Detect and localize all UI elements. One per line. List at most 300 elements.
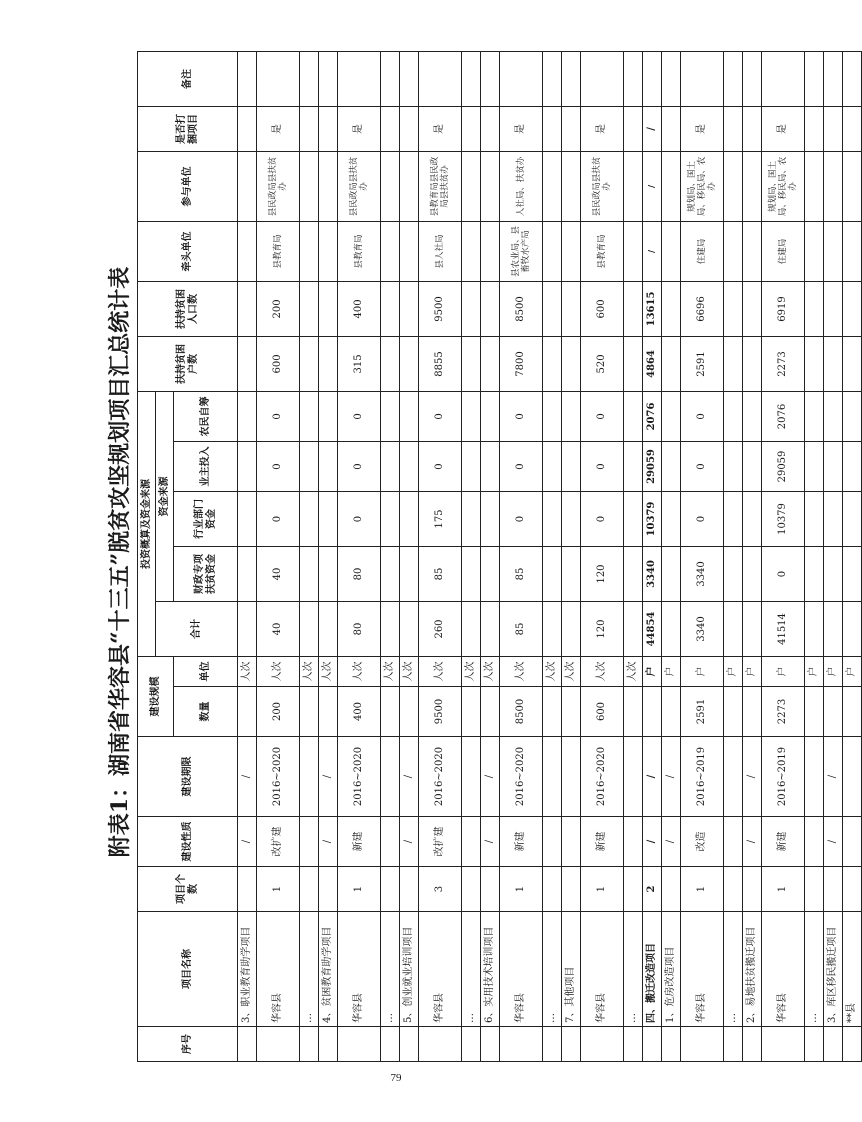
table-row: [300, 51, 319, 1061]
cell-fiscal: [481, 547, 500, 602]
cell-nature: 改造: [681, 817, 724, 867]
cell-fiscal: 0: [762, 547, 805, 602]
cell-population: [805, 281, 824, 336]
cell-partner: [562, 151, 581, 221]
header-investment: 投资概算及资金来源: [138, 391, 156, 656]
cell-fiscal: 3340: [643, 547, 662, 602]
cell-total: [824, 602, 843, 657]
cell-households: [562, 336, 581, 391]
cell-lead: [400, 221, 419, 281]
cell-bundled: [300, 106, 319, 151]
cell-farmer: [805, 391, 824, 441]
cell-owner: [562, 442, 581, 492]
cell-farmer: [400, 391, 419, 441]
cell-nature: [462, 817, 481, 867]
cell-total: [743, 602, 762, 657]
header-fiscal: 财政专项扶贫资金: [174, 547, 238, 602]
cell-fiscal: [400, 547, 419, 602]
cell-seq: [662, 1027, 681, 1062]
cell-farmer: 0: [419, 391, 462, 441]
cell-project-name: **县: [843, 912, 862, 1027]
table-body: [238, 51, 862, 1061]
header-partner: 参与单位: [138, 151, 238, 221]
cell-total: [843, 602, 862, 657]
cell-owner: [481, 442, 500, 492]
cell-bundled: [824, 106, 843, 151]
cell-population: [662, 281, 681, 336]
cell-count: [481, 867, 500, 912]
table-row: [481, 51, 500, 1061]
cell-qty: [462, 687, 481, 737]
cell-industry: 10379: [762, 492, 805, 547]
cell-lead: [543, 221, 562, 281]
cell-bundled: 是: [681, 106, 724, 151]
cell-fiscal: [843, 547, 862, 602]
cell-unit: 户: [762, 657, 805, 687]
cell-nature: /: [319, 817, 338, 867]
cell-count: 2: [643, 867, 662, 912]
cell-nature: /: [400, 817, 419, 867]
cell-total: [805, 602, 824, 657]
cell-count: 3: [419, 867, 462, 912]
cell-bundled: /: [643, 106, 662, 151]
cell-population: [381, 281, 400, 336]
cell-project-name: 7、其他项目: [562, 912, 581, 1027]
cell-period: /: [238, 737, 257, 817]
cell-count: [238, 867, 257, 912]
table-row: [843, 51, 862, 1061]
cell-period: [300, 737, 319, 817]
cell-owner: 0: [581, 442, 624, 492]
cell-seq: [319, 1027, 338, 1062]
cell-owner: 0: [257, 442, 300, 492]
cell-lead: 县教育局: [257, 221, 300, 281]
cell-unit: 人次: [462, 657, 481, 687]
cell-bundled: [662, 106, 681, 151]
cell-qty: 9500: [419, 687, 462, 737]
cell-period: 2016~2020: [500, 737, 543, 817]
cell-period: 2016~2019: [762, 737, 805, 817]
cell-industry: [400, 492, 419, 547]
cell-project-name: 华容县: [338, 912, 381, 1027]
cell-population: [724, 281, 743, 336]
cell-households: [743, 336, 762, 391]
cell-remark: [500, 51, 543, 106]
cell-qty: [562, 687, 581, 737]
cell-owner: 0: [419, 442, 462, 492]
cell-industry: [481, 492, 500, 547]
cell-households: [381, 336, 400, 391]
page-number: 79: [390, 1072, 402, 1084]
cell-total: [238, 602, 257, 657]
cell-population: [481, 281, 500, 336]
cell-qty: 2273: [762, 687, 805, 737]
cell-population: [624, 281, 643, 336]
cell-unit: 人次: [543, 657, 562, 687]
cell-unit: 户: [724, 657, 743, 687]
cell-period: 2016~2020: [419, 737, 462, 817]
cell-nature: /: [643, 817, 662, 867]
cell-farmer: [724, 391, 743, 441]
table-row: [624, 51, 643, 1061]
cell-period: /: [743, 737, 762, 817]
cell-households: 8855: [419, 336, 462, 391]
header-households: 扶持贫困户数: [138, 336, 238, 391]
cell-unit: 人次: [381, 657, 400, 687]
cell-qty: [662, 687, 681, 737]
cell-remark: [319, 51, 338, 106]
cell-population: 13615: [643, 281, 662, 336]
cell-unit: 户: [643, 657, 662, 687]
cell-households: [824, 336, 843, 391]
cell-industry: [805, 492, 824, 547]
table-row: [681, 51, 724, 1061]
cell-partner: 县民政局县扶贫办: [257, 151, 300, 221]
cell-project-name: 5、创业就业培训项目: [400, 912, 419, 1027]
cell-lead: 县农业局、县畜牧水产局: [500, 221, 543, 281]
cell-population: [400, 281, 419, 336]
table-row: [238, 51, 257, 1061]
cell-qty: [381, 687, 400, 737]
cell-partner: [824, 151, 843, 221]
cell-bundled: 是: [500, 106, 543, 151]
cell-qty: 400: [338, 687, 381, 737]
cell-households: 2273: [762, 336, 805, 391]
cell-remark: [562, 51, 581, 106]
cell-remark: [643, 51, 662, 106]
cell-total: [562, 602, 581, 657]
cell-qty: [824, 687, 843, 737]
table-row: [400, 51, 419, 1061]
cell-partner: [462, 151, 481, 221]
cell-farmer: 0: [338, 391, 381, 441]
cell-households: 600: [257, 336, 300, 391]
cell-count: 1: [338, 867, 381, 912]
cell-farmer: [824, 391, 843, 441]
cell-households: [805, 336, 824, 391]
cell-unit: 户: [681, 657, 724, 687]
cell-households: [624, 336, 643, 391]
cell-fiscal: [805, 547, 824, 602]
cell-seq: [400, 1027, 419, 1062]
cell-count: [400, 867, 419, 912]
cell-count: [624, 867, 643, 912]
cell-qty: [543, 687, 562, 737]
cell-owner: [843, 442, 862, 492]
cell-owner: 29059: [643, 442, 662, 492]
cell-population: [743, 281, 762, 336]
cell-industry: 0: [257, 492, 300, 547]
cell-unit: 户: [843, 657, 862, 687]
cell-bundled: 是: [419, 106, 462, 151]
cell-project-name: …: [624, 912, 643, 1027]
cell-population: [843, 281, 862, 336]
cell-lead: [843, 221, 862, 281]
cell-partner: [805, 151, 824, 221]
cell-count: [805, 867, 824, 912]
cell-project-name: …: [462, 912, 481, 1027]
cell-bundled: 是: [581, 106, 624, 151]
cell-nature: [624, 817, 643, 867]
cell-lead: [624, 221, 643, 281]
header-industry: 行业部门资金: [174, 492, 238, 547]
cell-unit: 人次: [481, 657, 500, 687]
cell-fiscal: 120: [581, 547, 624, 602]
cell-fiscal: [724, 547, 743, 602]
cell-nature: [543, 817, 562, 867]
cell-seq: [805, 1027, 824, 1062]
cell-remark: [805, 51, 824, 106]
cell-owner: [624, 442, 643, 492]
table-row: [543, 51, 562, 1061]
cell-unit: 人次: [624, 657, 643, 687]
table-row: [338, 51, 381, 1061]
cell-bundled: [400, 106, 419, 151]
cell-fiscal: 80: [338, 547, 381, 602]
cell-period: [724, 737, 743, 817]
cell-period: [805, 737, 824, 817]
cell-seq: [500, 1027, 543, 1062]
cell-unit: 人次: [419, 657, 462, 687]
cell-lead: [381, 221, 400, 281]
cell-farmer: [300, 391, 319, 441]
cell-population: [238, 281, 257, 336]
cell-remark: [824, 51, 843, 106]
cell-households: [238, 336, 257, 391]
cell-fiscal: [743, 547, 762, 602]
cell-partner: [481, 151, 500, 221]
cell-population: 200: [257, 281, 300, 336]
cell-seq: [257, 1027, 300, 1062]
cell-bundled: 是: [338, 106, 381, 151]
cell-owner: [824, 442, 843, 492]
cell-owner: [462, 442, 481, 492]
cell-nature: 新建: [338, 817, 381, 867]
cell-bundled: 是: [257, 106, 300, 151]
cell-nature: [300, 817, 319, 867]
cell-households: [481, 336, 500, 391]
cell-unit: 人次: [400, 657, 419, 687]
cell-partner: [300, 151, 319, 221]
cell-owner: 0: [338, 442, 381, 492]
table-row: [462, 51, 481, 1061]
cell-households: 520: [581, 336, 624, 391]
cell-total: 120: [581, 602, 624, 657]
table-row: [381, 51, 400, 1061]
cell-seq: [238, 1027, 257, 1062]
cell-project-name: 华容县: [762, 912, 805, 1027]
cell-farmer: 0: [681, 391, 724, 441]
cell-lead: [462, 221, 481, 281]
cell-lead: 住建局: [681, 221, 724, 281]
page-title: 附表1：湖南省华容县“十三五”脱贫攻坚规划项目汇总统计表: [107, 266, 133, 858]
cell-count: [743, 867, 762, 912]
cell-population: [543, 281, 562, 336]
cell-total: 3340: [681, 602, 724, 657]
cell-project-name: 华容县: [681, 912, 724, 1027]
cell-seq: [300, 1027, 319, 1062]
cell-households: [300, 336, 319, 391]
cell-population: [319, 281, 338, 336]
cell-seq: [724, 1027, 743, 1062]
cell-nature: 改扩建: [419, 817, 462, 867]
cell-seq: [338, 1027, 381, 1062]
cell-industry: [300, 492, 319, 547]
cell-farmer: [662, 391, 681, 441]
cell-farmer: [624, 391, 643, 441]
cell-households: [662, 336, 681, 391]
table-row: [805, 51, 824, 1061]
cell-project-name: 四、搬迁改造项目: [643, 912, 662, 1027]
cell-households: 7800: [500, 336, 543, 391]
header-bundled: 是否打捆项目: [138, 106, 238, 151]
cell-bundled: [843, 106, 862, 151]
cell-bundled: [543, 106, 562, 151]
cell-qty: [238, 687, 257, 737]
cell-remark: [743, 51, 762, 106]
cell-nature: 新建: [500, 817, 543, 867]
cell-project-name: 6、实用技术培训项目: [481, 912, 500, 1027]
table-row: [562, 51, 581, 1061]
cell-nature: [562, 817, 581, 867]
cell-fiscal: [624, 547, 643, 602]
cell-period: [562, 737, 581, 817]
cell-fiscal: [543, 547, 562, 602]
cell-owner: [238, 442, 257, 492]
cell-total: [319, 602, 338, 657]
cell-industry: [319, 492, 338, 547]
cell-population: 400: [338, 281, 381, 336]
table-row: [500, 51, 543, 1061]
cell-project-name: 华容县: [581, 912, 624, 1027]
cell-bundled: [743, 106, 762, 151]
cell-count: 1: [500, 867, 543, 912]
header-count: 项目个数: [138, 867, 238, 912]
cell-households: [319, 336, 338, 391]
header-seq: 序号: [138, 1027, 238, 1062]
cell-count: 1: [257, 867, 300, 912]
cell-total: [624, 602, 643, 657]
cell-count: 1: [681, 867, 724, 912]
cell-project-name: 3、库区移民搬迁项目: [824, 912, 843, 1027]
cell-count: [662, 867, 681, 912]
cell-nature: /: [238, 817, 257, 867]
header-total: 合计: [156, 602, 238, 657]
cell-count: [300, 867, 319, 912]
cell-farmer: [562, 391, 581, 441]
table-row: [724, 51, 743, 1061]
cell-seq: [381, 1027, 400, 1062]
cell-nature: 改扩建: [257, 817, 300, 867]
cell-households: [724, 336, 743, 391]
header-qty: 数量: [174, 687, 238, 737]
cell-bundled: [562, 106, 581, 151]
cell-nature: [381, 817, 400, 867]
cell-remark: [481, 51, 500, 106]
cell-households: [462, 336, 481, 391]
cell-qty: [643, 687, 662, 737]
cell-owner: [662, 442, 681, 492]
cell-partner: /: [643, 151, 662, 221]
cell-seq: [419, 1027, 462, 1062]
cell-count: [319, 867, 338, 912]
cell-period: /: [319, 737, 338, 817]
cell-fiscal: 40: [257, 547, 300, 602]
cell-total: [662, 602, 681, 657]
cell-bundled: [805, 106, 824, 151]
cell-project-name: …: [543, 912, 562, 1027]
cell-total: 260: [419, 602, 462, 657]
cell-remark: [300, 51, 319, 106]
cell-fiscal: [238, 547, 257, 602]
cell-population: 6919: [762, 281, 805, 336]
cell-lead: [662, 221, 681, 281]
cell-period: [381, 737, 400, 817]
table-row: [319, 51, 338, 1061]
cell-farmer: 2076: [762, 391, 805, 441]
cell-population: 600: [581, 281, 624, 336]
cell-project-name: 1、危房改造项目: [662, 912, 681, 1027]
cell-households: 315: [338, 336, 381, 391]
cell-nature: 新建: [762, 817, 805, 867]
cell-industry: [543, 492, 562, 547]
cell-owner: [805, 442, 824, 492]
cell-period: 2016~2019: [681, 737, 724, 817]
cell-partner: [543, 151, 562, 221]
cell-count: 1: [581, 867, 624, 912]
cell-owner: 0: [681, 442, 724, 492]
cell-nature: /: [662, 817, 681, 867]
cell-remark: [462, 51, 481, 106]
cell-industry: [238, 492, 257, 547]
cell-lead: [743, 221, 762, 281]
cell-fiscal: 85: [419, 547, 462, 602]
table-row: [643, 51, 662, 1061]
cell-unit: 人次: [238, 657, 257, 687]
cell-industry: [381, 492, 400, 547]
cell-remark: [543, 51, 562, 106]
cell-remark: [843, 51, 862, 106]
cell-total: 41514: [762, 602, 805, 657]
table-row: [762, 51, 805, 1061]
cell-farmer: [319, 391, 338, 441]
cell-owner: 0: [500, 442, 543, 492]
cell-period: /: [481, 737, 500, 817]
cell-households: 2591: [681, 336, 724, 391]
cell-total: 85: [500, 602, 543, 657]
cell-count: [724, 867, 743, 912]
cell-industry: 10379: [643, 492, 662, 547]
cell-period: [624, 737, 643, 817]
cell-unit: 人次: [319, 657, 338, 687]
cell-seq: [743, 1027, 762, 1062]
cell-fiscal: [319, 547, 338, 602]
cell-unit: 人次: [500, 657, 543, 687]
cell-project-name: 华容县: [257, 912, 300, 1027]
cell-industry: [562, 492, 581, 547]
header-farmer: 农民自筹: [174, 391, 238, 441]
cell-unit: 人次: [562, 657, 581, 687]
cell-unit: 户: [662, 657, 681, 687]
cell-industry: 0: [500, 492, 543, 547]
cell-remark: [624, 51, 643, 106]
cell-owner: [724, 442, 743, 492]
cell-population: [562, 281, 581, 336]
cell-qty: [843, 687, 862, 737]
cell-industry: [662, 492, 681, 547]
cell-count: [562, 867, 581, 912]
cell-seq: [824, 1027, 843, 1062]
